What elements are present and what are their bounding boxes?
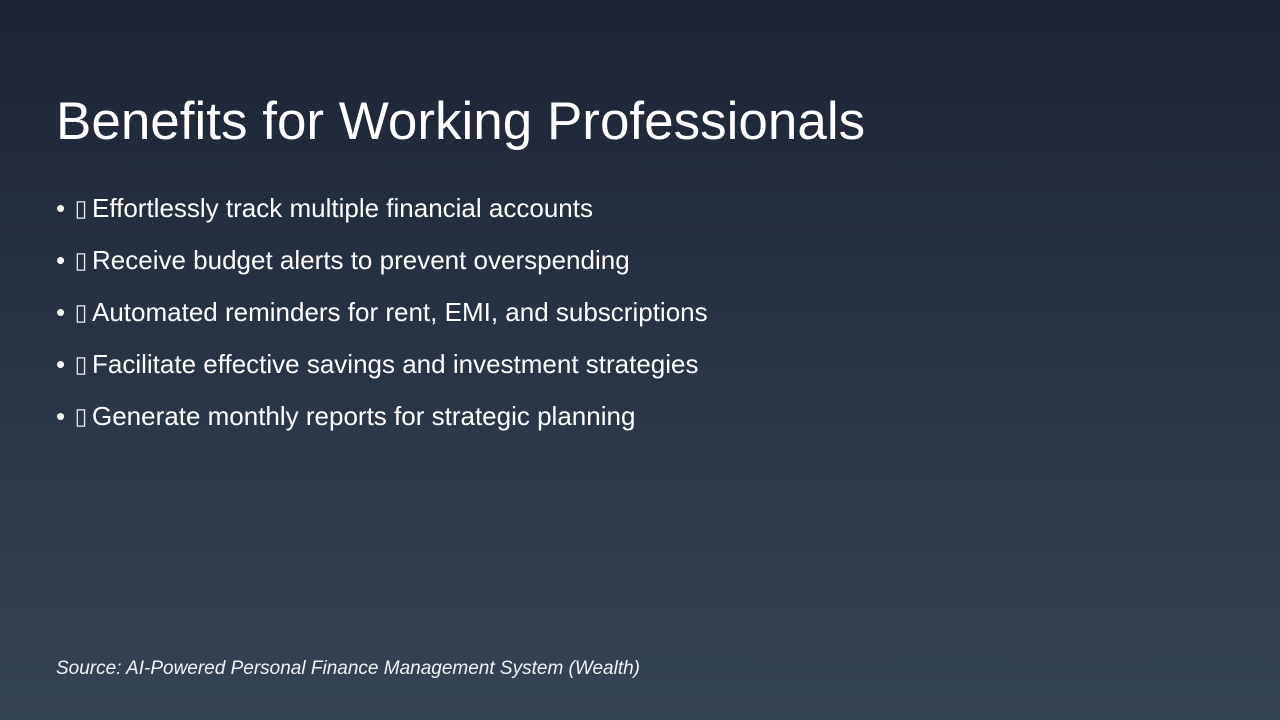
- list-item-label: Facilitate effective savings and investment strategies: [92, 349, 699, 379]
- list-item-label: Receive budget alerts to prevent overspending: [92, 245, 630, 275]
- list-item: [56, 234, 1186, 286]
- list-item-label: Effortlessly track multiple financial accounts: [92, 193, 593, 223]
- bullet-symbol-icon: ▯: [74, 403, 88, 429]
- bullet-symbol-icon: ▯: [74, 195, 88, 221]
- bullet-symbol-icon: ▯: [74, 299, 88, 325]
- bullet-marker-icon: •: [56, 245, 66, 275]
- list-item-label: Generate monthly reports for strategic planning: [92, 401, 636, 431]
- bullet-symbol-icon: ▯: [74, 351, 88, 377]
- bullet-marker-icon: •: [56, 349, 66, 379]
- bullet-marker-icon: •: [56, 401, 66, 431]
- source-citation: Source: AI-Powered Personal Finance Management System (Wealth): [56, 658, 640, 679]
- page-title: Benefits for Working Professionals: [56, 91, 866, 151]
- bullet-symbol-icon: ▯: [74, 247, 88, 273]
- list-item: [56, 390, 1186, 442]
- bullet-marker-icon: •: [56, 297, 66, 327]
- list-item: [56, 182, 1186, 234]
- bullet-marker-icon: •: [56, 193, 66, 223]
- benefits-bullet-list: [56, 182, 1186, 442]
- list-item-label: Automated reminders for rent, EMI, and subscriptions: [92, 297, 708, 327]
- list-item: [56, 286, 1186, 338]
- list-item: [56, 338, 1186, 390]
